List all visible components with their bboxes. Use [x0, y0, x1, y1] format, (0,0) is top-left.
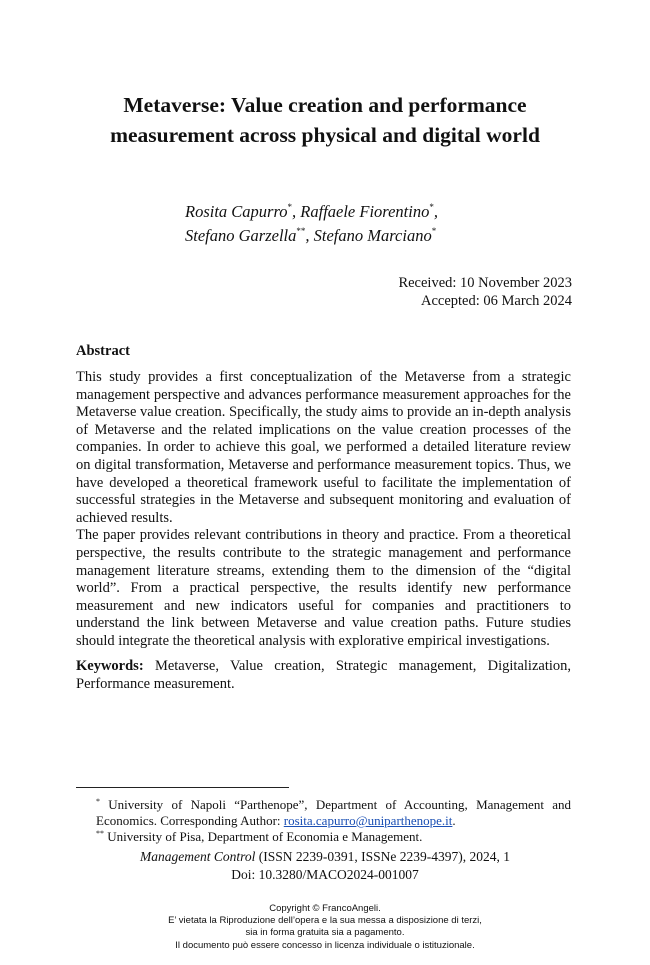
journal-info	[0, 848, 650, 884]
footnote-divider	[76, 787, 289, 788]
corresponding-email-link[interactable]: rosita.capurro@uniparthenope.it	[283, 813, 453, 828]
footnotes	[76, 797, 571, 845]
affiliation-mark: *	[431, 226, 437, 236]
keywords	[76, 657, 571, 693]
received-date: Received: 10 November 2023	[398, 275, 572, 291]
author-name: Rosita Capurro	[185, 202, 288, 221]
affiliation-mark: *	[287, 202, 293, 212]
title-line-1: Metaverse: Value creation and performance	[123, 93, 527, 117]
journal-doi: Doi: 10.3280/MACO2024-001007	[231, 867, 419, 882]
copyright-line-4: Il documento può essere concesso in licenza individuale o istituzionale.	[175, 939, 475, 951]
footnote-1-end: .	[452, 813, 456, 828]
affiliation-mark: **	[296, 226, 306, 236]
keywords-label: Keywords:	[76, 658, 144, 674]
title-line-2: measurement across physical and digital world	[110, 123, 540, 147]
abstract-body	[76, 369, 571, 651]
journal-name: Management Control	[140, 849, 256, 864]
author-line-2: Stefano Garzella**, Stefano Marciano*	[185, 226, 437, 245]
author-name: Raffaele Fiorentino	[300, 202, 430, 221]
author-line-1: Rosita Capurro*, Raffaele Fiorentino*,	[185, 202, 438, 221]
accepted-date: Accepted: 06 March 2024	[421, 293, 572, 309]
submission-dates	[398, 274, 572, 310]
footnote-2	[76, 829, 571, 845]
author-name: Stefano Garzella	[185, 226, 297, 245]
author-list	[185, 200, 438, 248]
copyright-notice	[0, 903, 650, 952]
footnote-1	[76, 797, 571, 829]
copyright-line-3: sia in forma gratuita sia a pagamento.	[245, 927, 405, 939]
abstract-paragraph-2: The paper provides relevant contributions in theory and practice. From a theoretical perspective, the results contribute to the strategic management and performance management literature streams, extending them to the dimension of the “digital world”. From a practical perspective, the results identify new performance measurement and new indicators useful for companies and practitioners to understand the link between Metaverse and value creation paths. Future studies should integrate the theoretical analysis with explorative empirical investigations.	[76, 527, 571, 649]
footnote-2-text: University of Pisa, Department of Economia e Management.	[107, 829, 423, 844]
footnote-1-text: University of Napoli “Parthenope”, Department of Accounting, Management and Economics. Corresponding Author:	[96, 797, 572, 828]
affiliation-mark: *	[429, 202, 434, 212]
abstract-paragraph-1: This study provides a first conceptualization of the Metaverse from a strategic management perspective and advances performance measurement approaches for the Metaverse value creation. Specifically, the study aims to provide an in-depth analysis of Metaverse and the related implications on the value creation processes of the companies. In order to achieve this goal, we performed a detailed literature review on digital transformation, Metaverse and performance measurement topics. Thus, we have developed a theoretical framework useful to facilitate the implementation of successful strategies in the Metaverse and subsequent monitoring and evaluation of achieved results.	[76, 369, 571, 526]
keywords-text: Metaverse, Value creation, Strategic management, Digitalization, Performance measurement.	[76, 658, 571, 692]
journal-issn: (ISSN 2239-0391, ISSNe 2239-4397), 2024, 1	[258, 849, 510, 864]
copyright-line-2: E’ vietata la Riproduzione dell’opera e la sua messa a disposizione di terzi,	[168, 915, 482, 927]
footnote-mark: *	[96, 797, 100, 806]
author-name: Stefano Marciano	[313, 226, 432, 245]
paper-title	[40, 90, 610, 150]
journal-citation	[0, 848, 650, 866]
abstract-heading: Abstract	[76, 343, 130, 359]
footnote-mark: **	[96, 829, 104, 838]
copyright-line-1: Copyright © FrancoAngeli.	[269, 903, 381, 914]
